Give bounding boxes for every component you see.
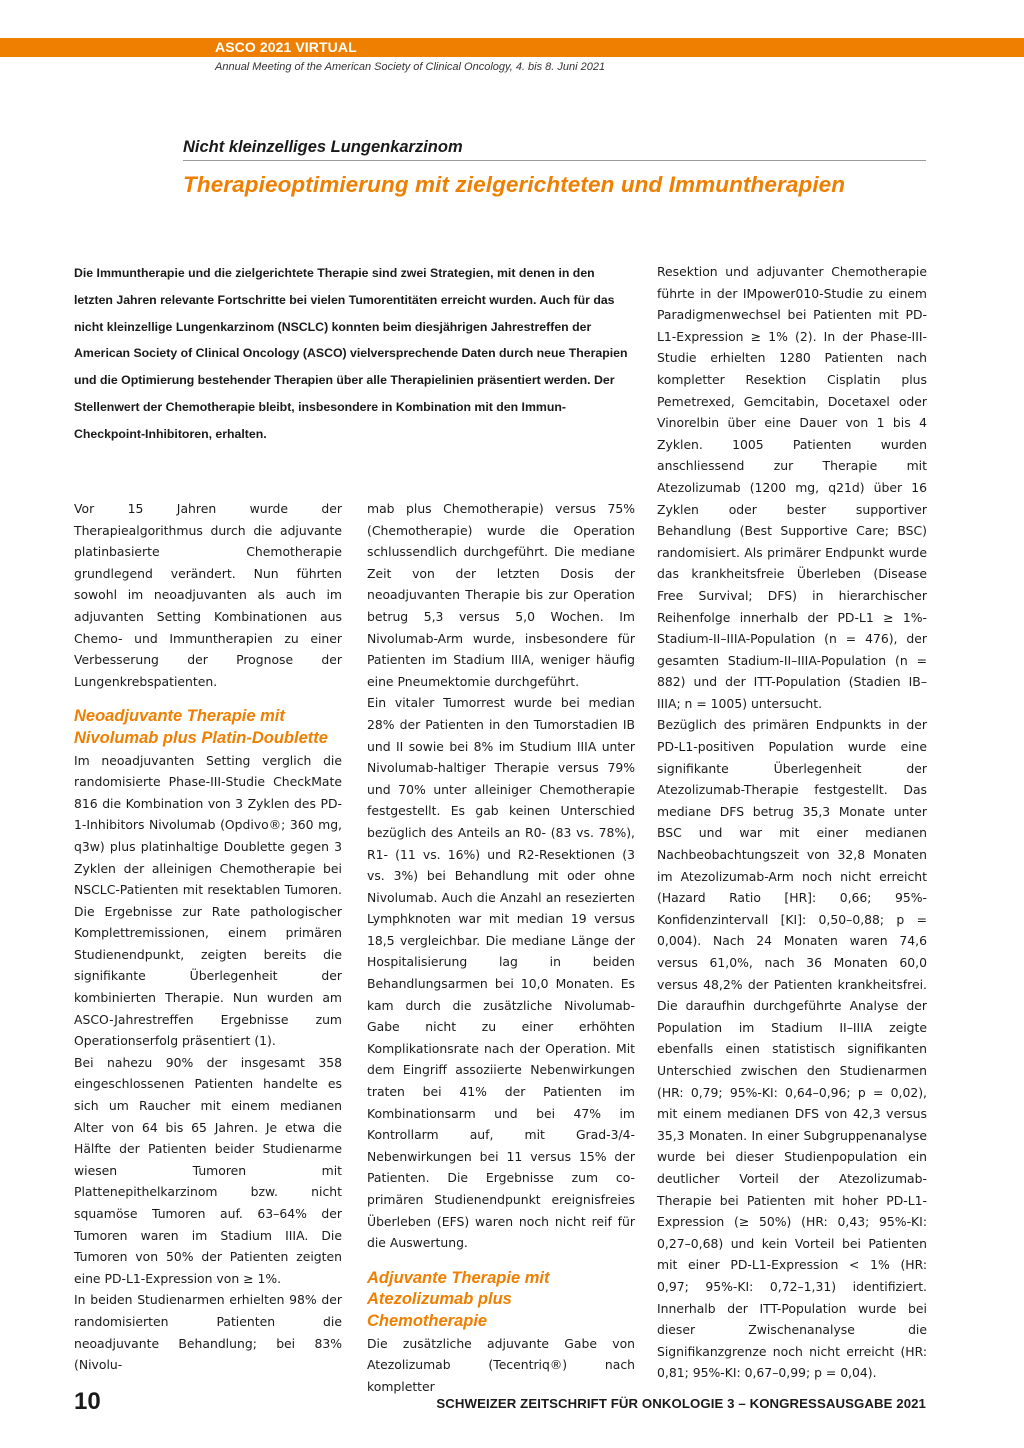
section-heading: Adjuvante Therapie mit Atezolizumab plus Chemotherapie bbox=[367, 1268, 550, 1330]
paragraph: Ein vitaler Tumorrest wurde bei median 28% der Patienten in den Tumorstadien IB und II sowie bei 8% im Studium IIIA unter Nivolumab-haltiger Therapie versus 79% und 70% unter alleiniger Chemotherapie festgestellt. Es gab keinen Unterschied bezüglich des Anteils an R0- (83 vs. 78%), R1- (11 vs. 16%) und R2-Resektionen (3 vs. 3%) bei Behandlung mit oder ohne Nivolumab. Auch die Anzahl an resezierten Lymphknoten war mit median 19 versus 18,5 vergleichbar. Die mediane Länge der Hospitalisierung lag in beiden Behandlungsarmen bei 10,0 Monaten. Es kam durch die zusätzliche Nivolumab-Gabe nicht zu einer erhöhten Komplikationsrate nach der Operation. Mit dem Eingriff assoziierte Nebenwirkungen traten bei 41% der Patienten im Kombinationsarm und bei 47% im Kontrollarm auf, mit Grad-3/4-Nebenwirkungen bei 11 versus 15% der Patienten. Die Ergebnisse zum co-primären Studienendpunkt ereignisfreies Überleben (EFS) waren noch nicht reif für die Auswertung. bbox=[367, 695, 635, 1251]
paragraph: Resektion und adjuvanter Chemotherapie führte in der IMpower010-Studie zu einem Paradigmenwechsel bei Patienten mit PD-L1-Expression ≥ 1% (2). In der Phase-III-Studie erhielten 1280 Patienten nach kompletter Resektion Cisplatin plus Pemetrexed, Gemcitabin, Docetaxel oder Vinorelbin über eine Dauer von 1 bis 4 Zyklen. 1005 Patienten wurden anschliessend zur Therapie mit Atezolizumab (1200 mg, q21d) über 16 Zyklen oder bester supportiver Behandlung (Best Supportive Care; BSC) randomisiert. Als primärer Endpunkt wurde das krankheitsfreie Überleben (Disease Free Survival; DFS) in hierarchischer Reihenfolge innerhalb der PD-L1 ≥ 1%-Stadium-II–IIIA-Population (n = 476), der gesamten Stadium-II–IIIA-Population (n = 882) und der ITT-Population (Stadien IB–IIIA; n = 1005) untersucht. bbox=[657, 264, 927, 711]
article-headline: Therapieoptimierung mit zielgerichteten und Immuntherapien bbox=[183, 172, 846, 197]
page-number: 10 bbox=[74, 1388, 101, 1415]
meeting-subtitle: Annual Meeting of the American Society of Clinical Oncology, 4. bis 8. Juni 2021 bbox=[215, 61, 606, 73]
body-column-1 bbox=[74, 498, 342, 1376]
paragraph: Im neoadjuvanten Setting verglich die randomisierte Phase-III-Studie CheckMate 816 die Kombination von 3 Zyklen des PD-1-Inhibitors Nivolumab (Opdivo®; 360 mg, q3w) plus platinhaltige Doublette gegen 3 Zyklen der alleinigen Chemotherapie bei NSCLC-Patienten mit resektablen Tumoren. Die Ergebnisse zur Rate pathologischer Komplettremissionen, einem primären Studienendpunkt, zeigten bereits die signifikante Überlegenheit der kombinierten Therapie. Nun wurden am ASCO-Jahrestreffen Ergebnisse zum Operationserfolg präsentiert (1). bbox=[74, 752, 342, 1049]
article-kicker: Nicht kleinzelliges Lungenkarzinom bbox=[183, 138, 463, 156]
kicker-divider bbox=[183, 160, 926, 161]
section-heading: Neoadjuvante Therapie mit Nivolumab plus Platin-Doublette bbox=[74, 707, 328, 747]
paragraph: Bezüglich des primären Endpunkts in der PD-L1-positiven Population wurde eine signifikante Überlegenheit der Atezolizumab-Therapie festgestellt. Das mediane DFS betrug 35,3 Monate unter BSC und war mit einer medianen Nachbeobachtungszeit von 32,8 Monaten im Atezolizumab-Arm noch nicht erreicht (Hazard Ratio [HR]: 0,66; 95%-Konfidenzintervall [KI]: 0,50–0,88; p = 0,004). Nach 24 Monaten waren 74,6 versus 61,0%, nach 36 Monaten 60,0 versus 48,2% der Patienten krankheitsfrei. Die daraufhin durchgeführte Analyse der Population im Stadium II–IIIA zeigte ebenfalls einen statistisch signifikanten Unterschied zwischen den Studienarmen (HR: 0,79; 95%-KI: 0,64–0,96; p = 0,02), mit einem medianen DFS von 42,3 versus 35,3 Monaten. In einer Subgruppenanalyse wurde bei dieser Studienpopulation ein deutlicher Vorteil der Atezolizumab-Therapie bei Patienten mit hoher PD-L1-Expression (≥ 50%) (HR: 0,43; 95%-KI: 0,27–0,68) und kein Vorteil bei Patienten mit einer PD-L1-Expression < 1% (HR: 0,97; 95%-KI: 0,72–1,31) identifiziert. Innerhalb der ITT-Population wurde bei dieser Zwischenanalyse die Signifikanzgrenze noch nicht erreicht (HR: 0,81; 95%-KI: 0,67–0,99; p = 0,04). bbox=[657, 717, 927, 1381]
paragraph: mab plus Chemotherapie) versus 75% (Chemotherapie) wurde die Operation schlussendlich durchgeführt. Die mediane Zeit von der letzten Dosis der neoadjuvanten Therapie bis zur Operation betrug 5,3 versus 5,0 Wochen. Im Nivolumab-Arm wurde, insbesondere für Patienten im Stadium IIIA, weniger häufig eine Pneumektomie durchgeführt. bbox=[367, 501, 635, 689]
paragraph: Vor 15 Jahren wurde der Therapiealgorithmus durch die adjuvante platinbasierte Chemotherapie grundlegend verändert. Nun führten sowohl im neoadjuvanten als auch im adjuvanten Setting Kombinationen aus Chemo- und Immuntherapien zu einer Verbesserung der Prognose der Lungenkrebspatienten. bbox=[74, 501, 342, 689]
conference-title: ASCO 2021 VIRTUAL bbox=[215, 39, 357, 55]
article-lead: Die Immuntherapie und die zielgerichtete Therapie sind zwei Strategien, mit denen in den letzten Jahren relevante Fortschritte bei vielen Tumorentitäten erreicht wurden. Auch für das nicht kleinzellige Lungenkarzinom (NSCLC) konnten beim diesjährigen Jahrestreffen der American Society of Clinical Oncology (ASCO) vielversprechende Daten durch neue Therapien und die Optimierung bestehender Therapien über alle Therapielinien präsentiert werden. Der Stellenwert der Chemotherapie bleibt, insbesondere in Kombination mit den Immun-Checkpoint-Inhibitoren, erhalten. bbox=[74, 266, 628, 441]
paragraph: Bei nahezu 90% der insgesamt 358 eingeschlossenen Patienten handelte es sich um Raucher mit einem medianen Alter von 64 bis 65 Jahren. Je etwa die Hälfte der Patienten beider Studienarme wiesen Tumoren mit Plattenepithelkarzinom bzw. nicht squamöse Tumoren auf. 63–64% der Tumoren waren im Stadium IIIA. Die Tumoren von 50% der Patienten zeigten eine PD-L1-Expression von ≥ 1%. bbox=[74, 1054, 342, 1286]
journal-footer: SCHWEIZER ZEITSCHRIFT FÜR ONKOLOGIE 3 – KONGRESSAUSGABE 2021 bbox=[436, 1396, 926, 1411]
header-bar bbox=[0, 38, 1024, 57]
body-column-3 bbox=[657, 261, 927, 1384]
paragraph: Die zusätzliche adjuvante Gabe von Atezolizumab (Tecentriq®) nach kompletter bbox=[367, 1335, 635, 1394]
body-column-2 bbox=[367, 498, 635, 1397]
paragraph: In beiden Studienarmen erhielten 98% der randomisierten Patienten die neoadjuvante Behandlung; bei 83% (Nivolu- bbox=[74, 1292, 342, 1373]
